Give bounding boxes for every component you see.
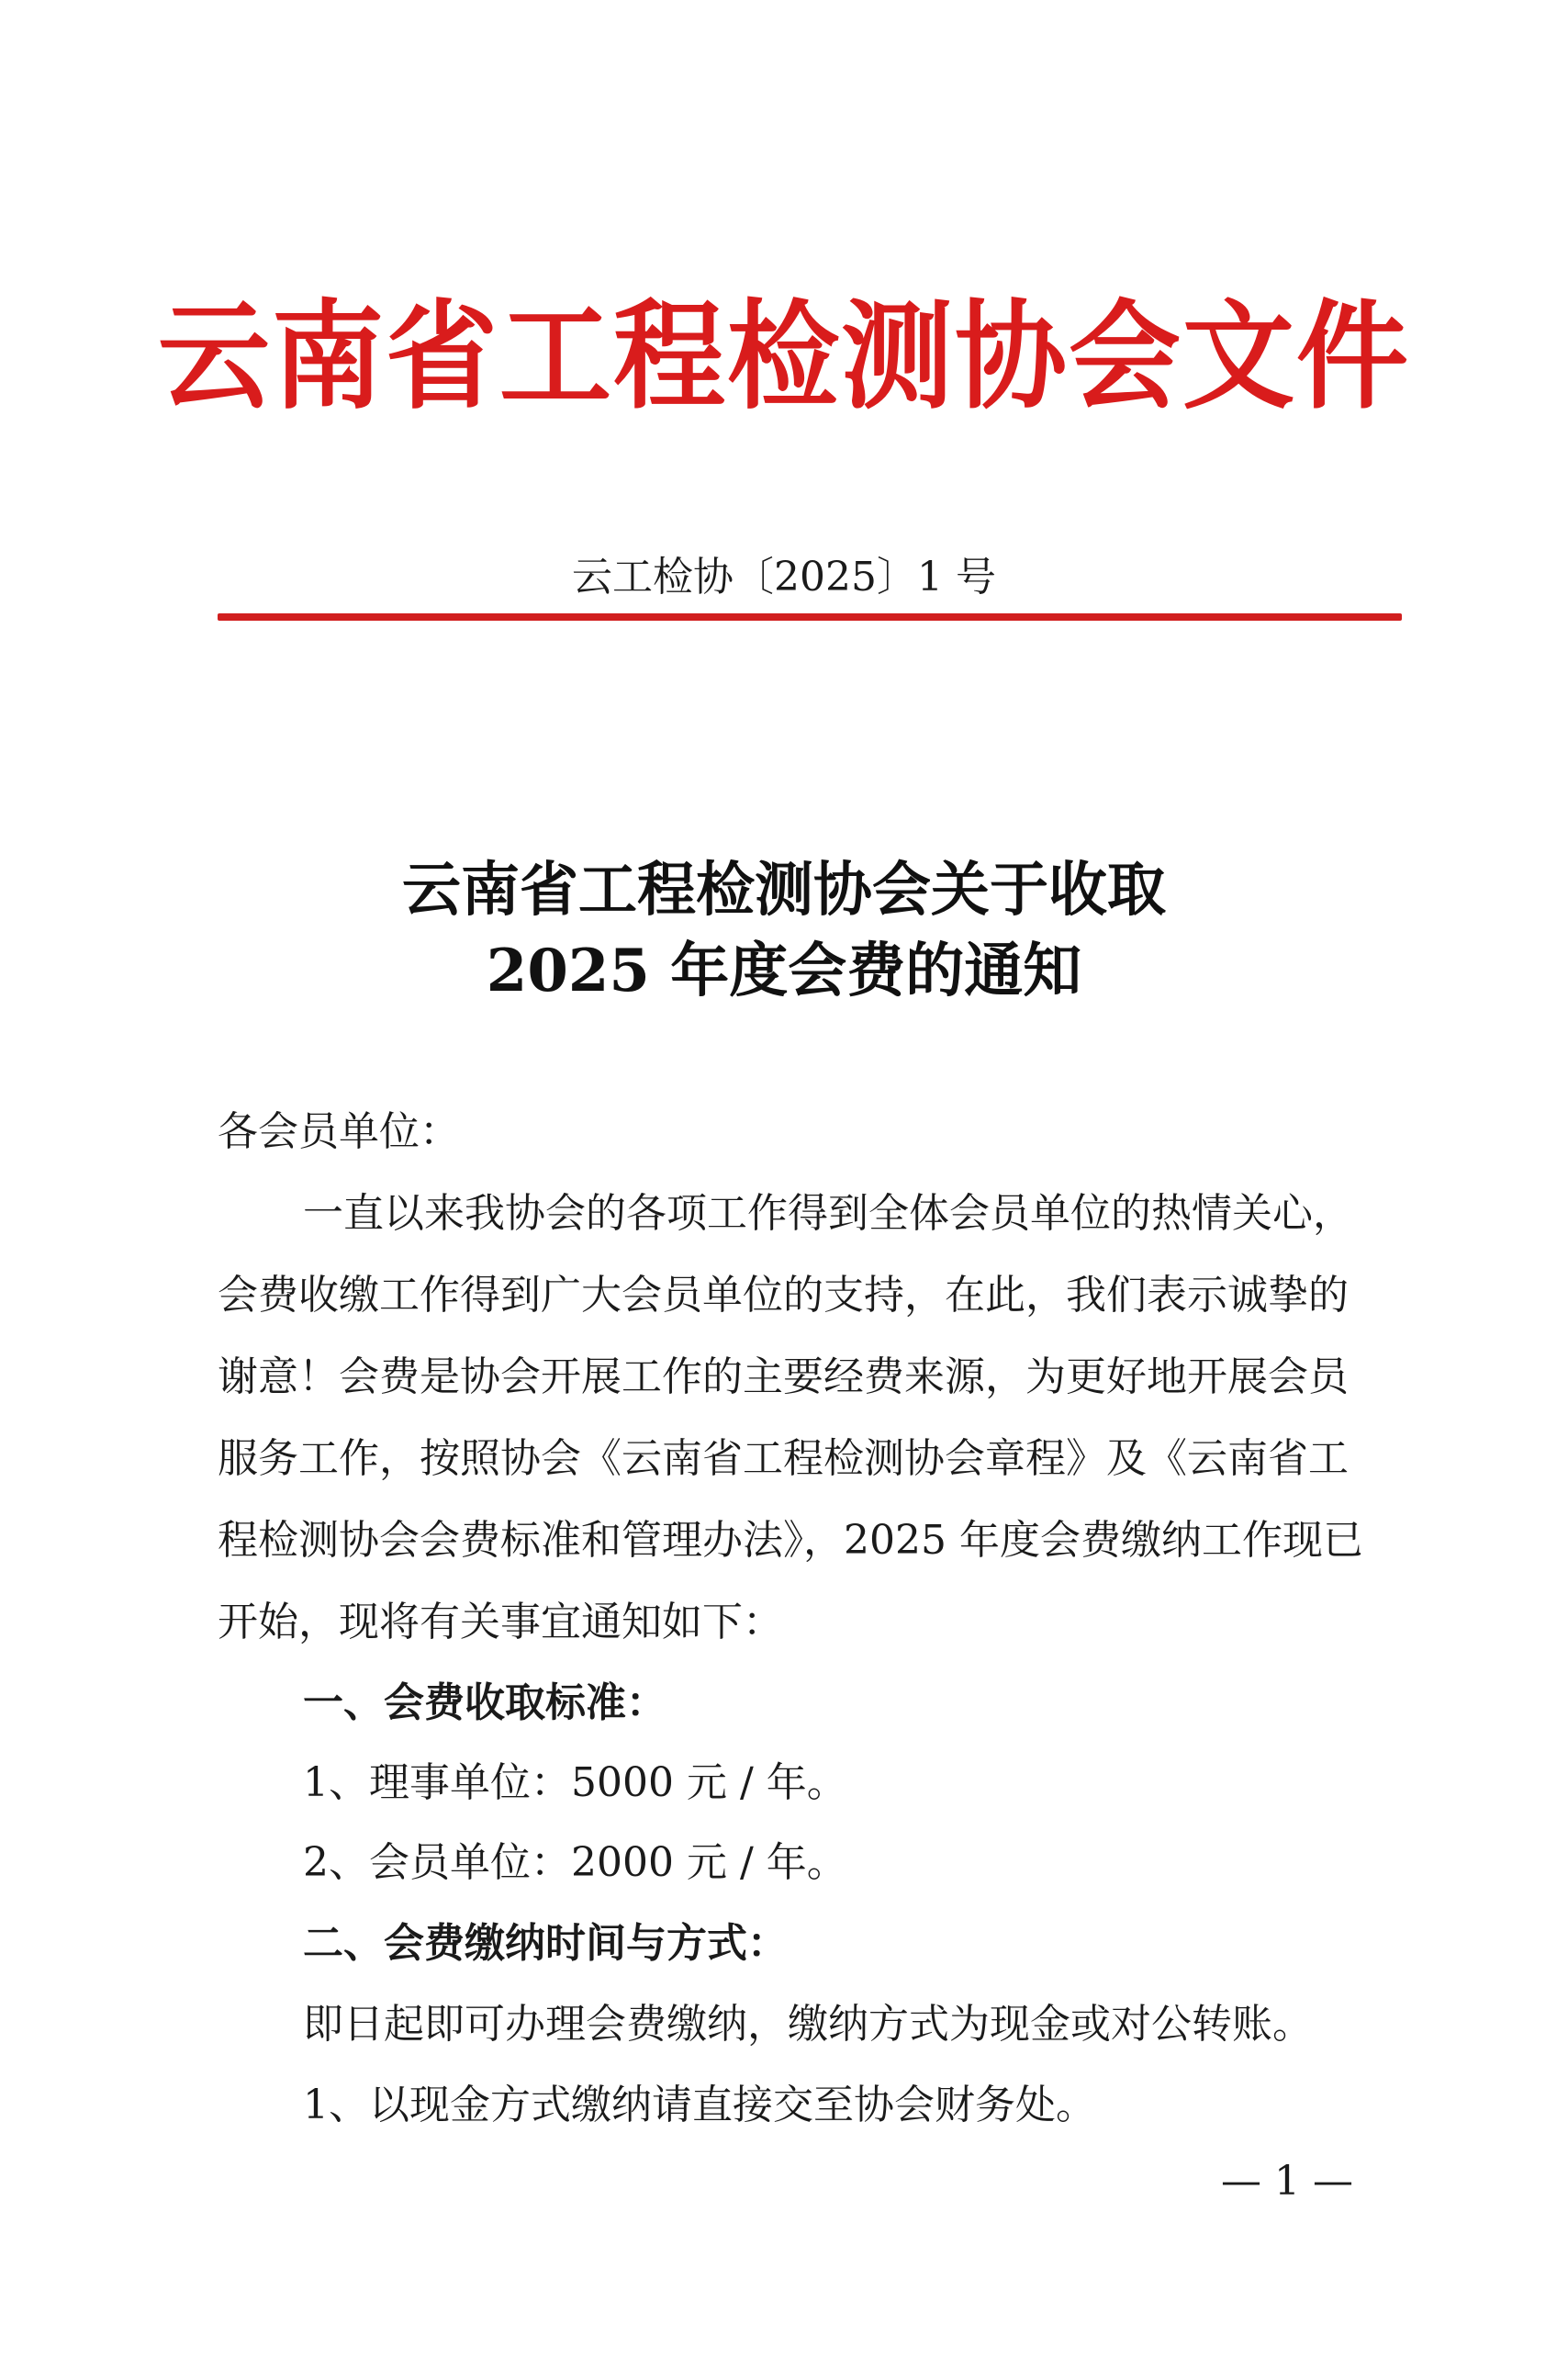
fee-item: 2、会员单位：2000 元 / 年。: [303, 1839, 847, 1886]
intro-line: 开始，现将有关事宜通知如下：: [218, 1599, 783, 1645]
salutation: 各会员单位：: [218, 1108, 460, 1155]
intro-line: 谢意！会费是协会开展工作的主要经费来源，为更好地开展会员: [218, 1353, 1349, 1400]
intro-line: 程检测协会会费标准和管理办法》，2025 年度会费缴纳工作现已: [218, 1517, 1363, 1564]
payment-item: 1、以现金方式缴纳请直接交至协会财务处。: [303, 2082, 1096, 2128]
notice-title-line-2: 2025 年度会费的通知: [486, 937, 1082, 1005]
intro-line: 一直以来我协会的各项工作得到全体会员单位的热情关心，: [303, 1190, 1353, 1237]
masthead-title: 云南省工程检测协会文件: [158, 287, 1410, 426]
intro-line: 服务工作，按照协会《云南省工程检测协会章程》及《云南省工: [218, 1435, 1349, 1482]
section-2-heading: 二、会费缴纳时间与方式：: [303, 1920, 788, 1967]
intro-line: 会费收缴工作得到广大会员单位的支持，在此，我们表示诚挚的: [218, 1272, 1349, 1319]
red-divider-line: [218, 613, 1402, 621]
fee-item: 1、理事单位：5000 元 / 年。: [303, 1759, 847, 1806]
document-number: 云工检协〔2025〕1 号: [572, 554, 996, 601]
page-number: — 1 —: [1221, 2158, 1353, 2205]
section-2-text: 即日起即可办理会费缴纳，缴纳方式为现金或对公转账。: [303, 2001, 1313, 2048]
notice-title-line-1: 云南省工程检测协会关于收取: [402, 856, 1166, 925]
section-1-heading: 一、会费收取标准：: [303, 1679, 666, 1726]
